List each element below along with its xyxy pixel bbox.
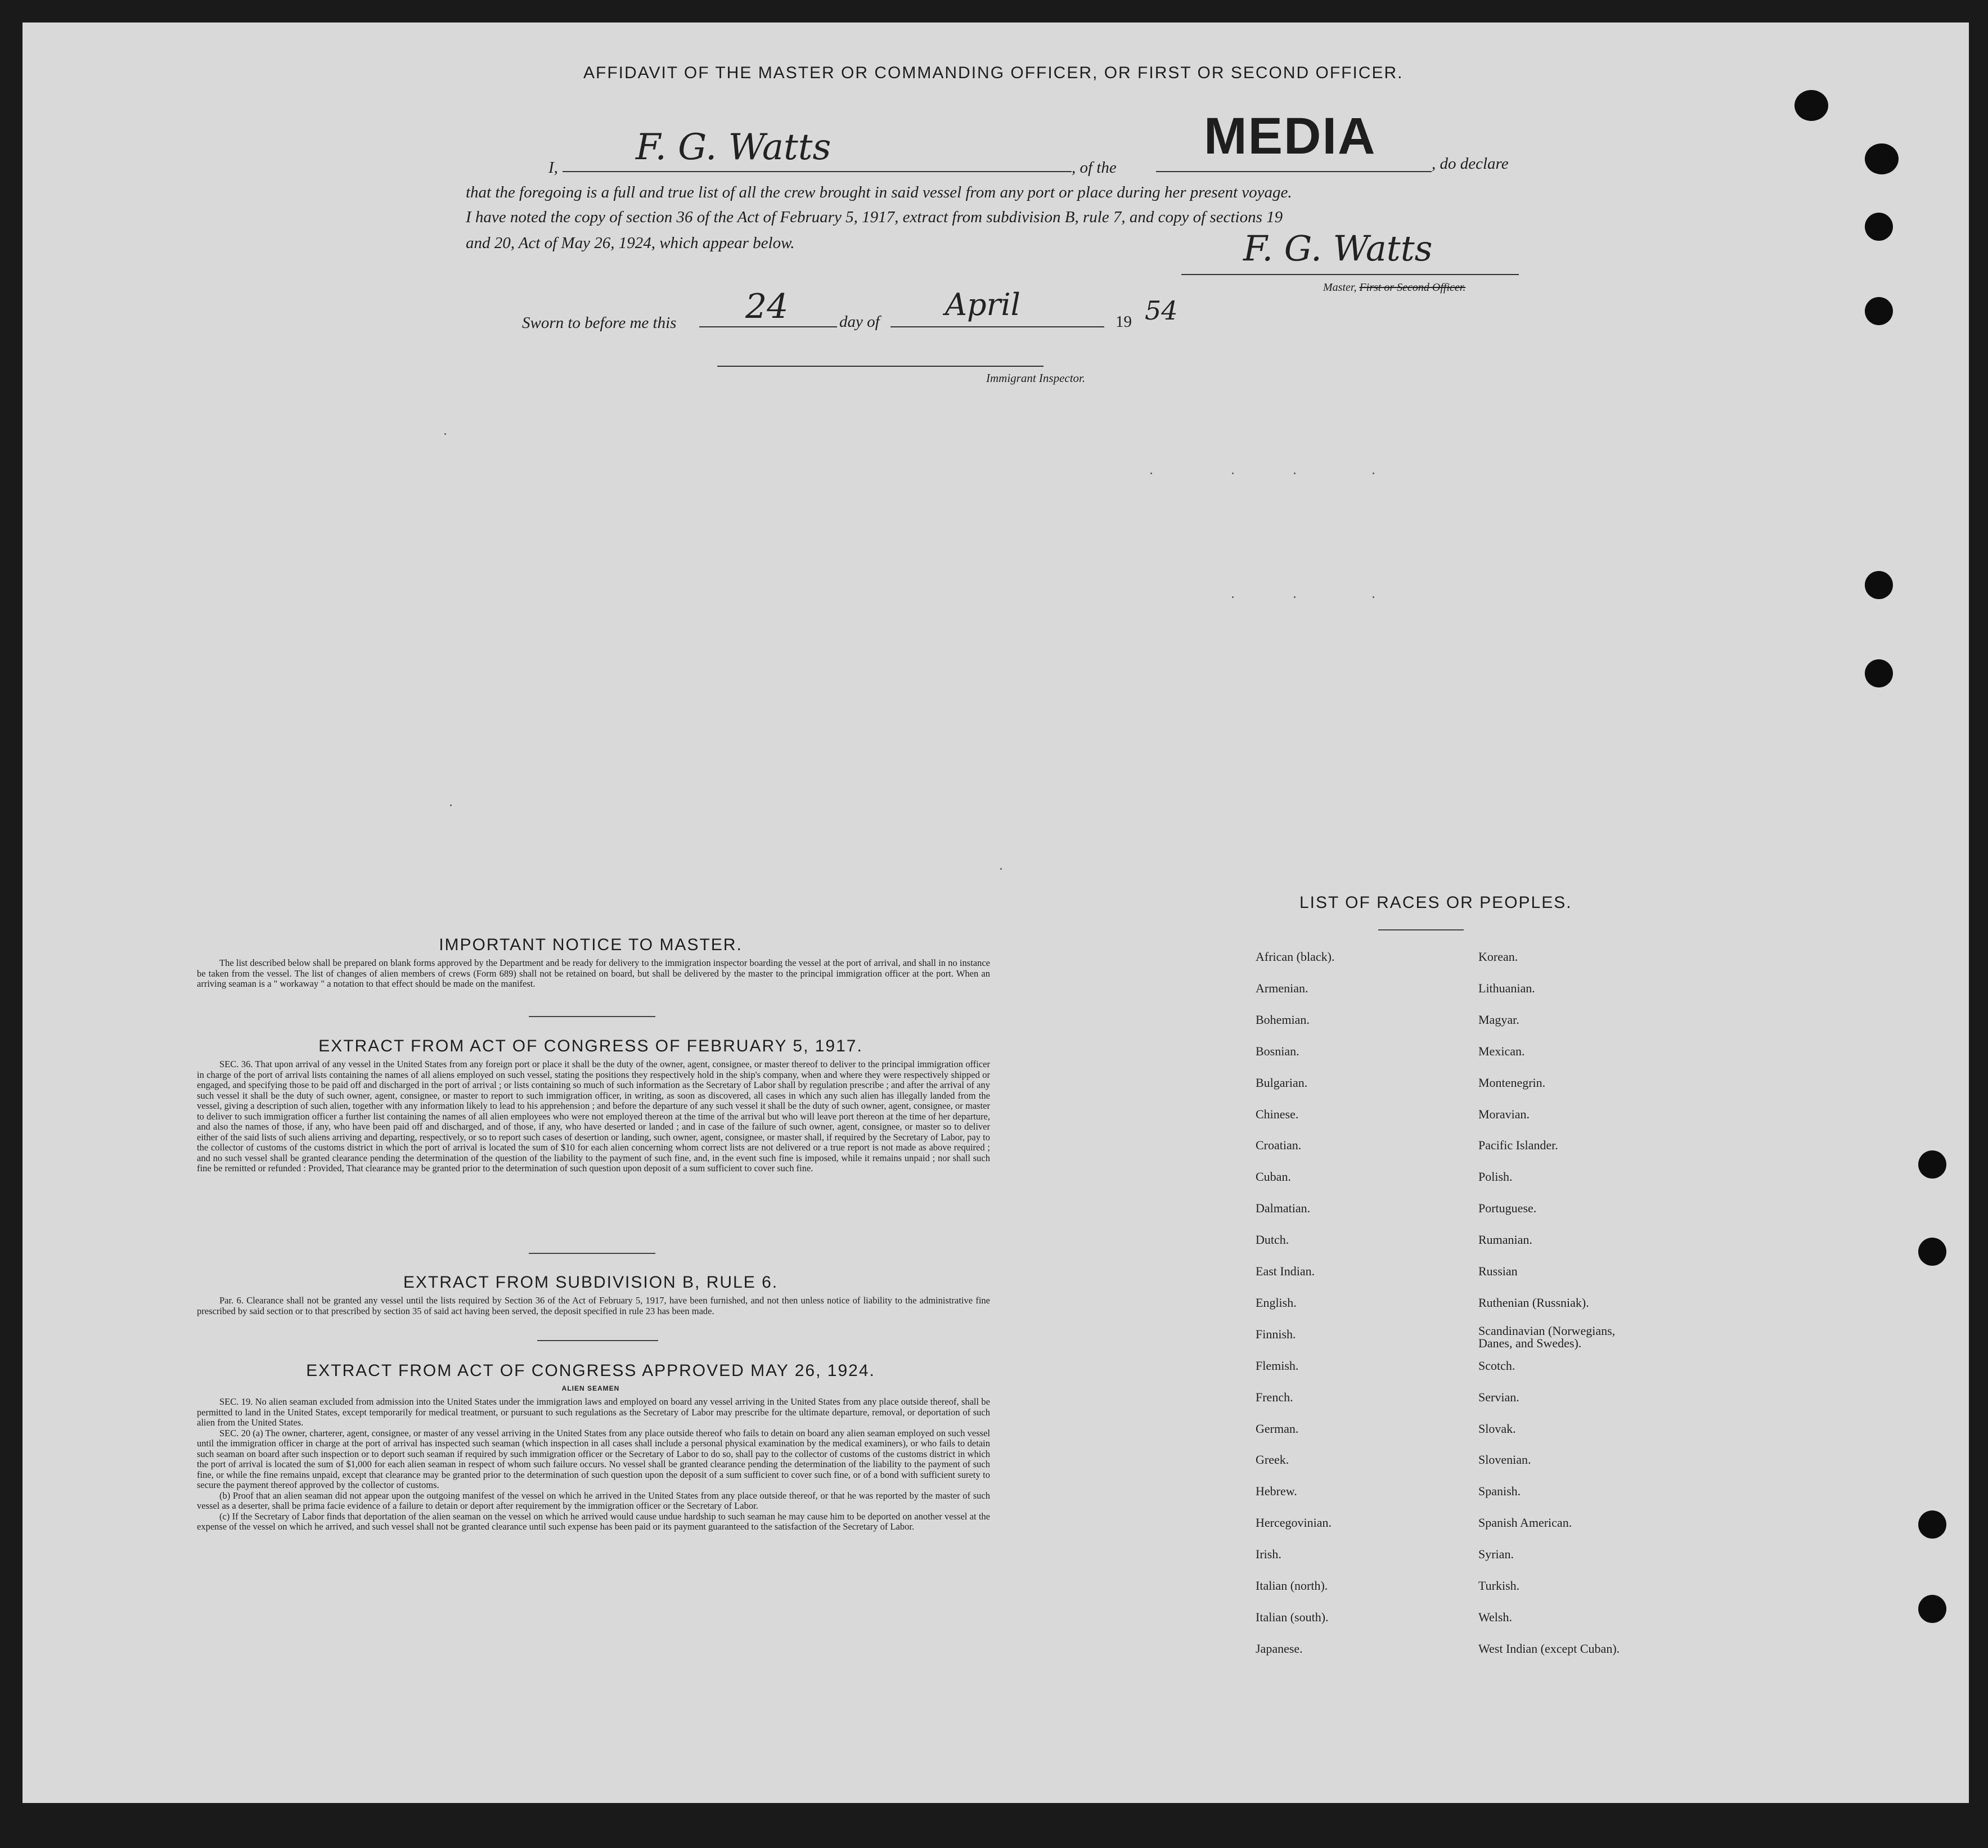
race-item: East Indian.: [1256, 1264, 1315, 1278]
race-item: Hebrew.: [1256, 1484, 1297, 1498]
bleed-dot: [1373, 596, 1374, 598]
affidavit-line-4: and 20, Act of May 26, 1924, which appear below.: [466, 234, 795, 252]
bleed-dot: [1232, 473, 1234, 474]
bleed-dot: [1000, 868, 1002, 870]
punch-hole: [1918, 1238, 1946, 1266]
race-item: Russian: [1478, 1264, 1518, 1278]
sworn-day-line: [699, 326, 837, 327]
race-item: Servian.: [1478, 1390, 1519, 1404]
separator: [1378, 929, 1464, 930]
race-item: West Indian (except Cuban).: [1478, 1642, 1620, 1656]
punch-hole: [1918, 1595, 1946, 1623]
punch-hole: [1918, 1150, 1946, 1179]
signature-caption-struck: First or Second Officer.: [1359, 281, 1466, 294]
race-item: Hercegovinian.: [1256, 1516, 1332, 1530]
vessel-name-stamp: MEDIA: [1204, 107, 1377, 165]
punch-hole: [1865, 659, 1893, 687]
bleed-dot: [1373, 473, 1374, 474]
race-item: Lithuanian.: [1478, 981, 1535, 995]
master-signature: F. G. Watts: [1243, 228, 1433, 269]
sec-20c: (c) If the Secretary of Labor finds that deportation of the alien seaman on the vessel on which he arrived would cause undue hardship to such seaman he may cause him to be deported on another vessel at the expense of the vessel on which he arrived, and such vessel shall not be granted clearance until such expense has been paid or its payment guaranteed to the satisfaction of the Secretary of Labor.: [197, 1510, 990, 1532]
sec-20a: SEC. 20 (a) The owner, charterer, agent, consignee, or master of any vessel arriving in the United States from any place outside thereof who fails to detain on board any alien seaman employed on such vessel until the immigration officer in charge at the port of arrival has inspected such seaman (which inspection in all cases shall include a personal physical examination by the medical examiners), or who fails to detain such seaman on board after such inspection or to deport such seaman if required by such immigration officer or the Secretary of Labor to do so, shall pay to the collector of customs of the customs district in which the port of arrival is located the sum of $1,000 for each alien seaman in respect of whom such failure occurs. No vessel shall be granted clearance pending the determination of the liability to the payment of such fine, or while the fine remains unpaid, except that clearance may be granted prior to the determination of such question upon the deposit of a sum sufficient to cover such fine, or of a bond with sufficient surety to secure the payment thereof approved by the collector of customs.: [197, 1427, 990, 1490]
extract-1924-text: [197, 1397, 990, 1532]
race-item: Bulgarian.: [1256, 1076, 1308, 1090]
race-item: Dutch.: [1256, 1233, 1289, 1247]
bleed-dot: [1150, 473, 1152, 474]
race-item: Portuguese.: [1478, 1201, 1537, 1215]
inspector-signature-line: [717, 366, 1044, 367]
extract-1924-subtitle: ALIEN SEAMEN: [561, 1384, 620, 1392]
race-item: Slovak.: [1478, 1422, 1516, 1436]
punch-hole: [1918, 1510, 1946, 1539]
extract-1917-text: [197, 1059, 990, 1174]
race-item: Italian (north).: [1256, 1579, 1328, 1593]
separator: [529, 1016, 655, 1017]
race-item: Chinese.: [1256, 1107, 1299, 1121]
race-item: Slovenian.: [1478, 1453, 1531, 1467]
race-item: French.: [1256, 1390, 1293, 1404]
punch-hole: [1865, 143, 1899, 174]
extract-1917-paragraph: SEC. 36. That upon arrival of any vessel in the United States from any foreign port or place it shall be the duty of the owner, agent, consignee, or master thereof to deliver to the principal immigration officer in charge of the port of arrival lists containing the names of all aliens employed on such vessel, stating the positions they respectively hold in the ship's company, when and where they were respectively shipped or engaged, and specifying those to be paid off and discharged in the port of arrival ; or lists containing so much of such information as the Secretary of Labor shall by regulation prescribe ; and after the arrival of any such vessel it shall be the duty of such owner, agent, consignee, or master to report to such immigration officer, in writing, as soon as discovered, all cases in which any such alien has illegally landed from the vessel, giving a description of such alien, together with any information likely to lead to his apprehension ; and before the departure of any such vessel it shall be the duty of such owner, agent, consignee, or master to deliver to such immigration officer a further list containing the names of all alien employees who were not employed thereon at the time of the arrival but who will leave port thereon at the time of her departure, and also the names of those, if any, who have been paid off and discharged, and of those, if any, who have deserted or landed ; and in case of the failure of such owner, agent, consignee, or master so to deliver either of the said lists of such aliens arriving and departing, respectively, or so to report such cases of desertion or landing, such owner, agent, consignee, or master shall, if required by the Secretary of Labor, pay to the collector of customs of the customs district in which the port of arrival is located the sum of $10 for each alien concerning whom correct lists are not delivered or a true report is not made as above required ; and no such vessel shall be granted clearance pending the determination of the question of the liability to the payment of such fine, and, in the event such fine is imposed, while it remains unpaid ; nor shall such fine be remitted or refunded : Provided, That clearance may be granted prior to the determination of such question upon deposit of a sum sufficient to cover such fine.: [197, 1059, 990, 1173]
race-item: Greek.: [1256, 1453, 1289, 1467]
punch-hole: [1865, 213, 1893, 241]
affidavit-do-declare-label: , do declare: [1432, 155, 1509, 173]
punch-hole: [1865, 571, 1893, 599]
race-item: Scotch.: [1478, 1359, 1515, 1373]
bleed-dot: [1232, 596, 1234, 598]
race-item: Pacific Islander.: [1478, 1138, 1558, 1152]
race-item: Italian (south).: [1256, 1610, 1329, 1624]
sworn-label: Sworn to before me this: [522, 314, 677, 332]
races-title: LIST OF RACES OR PEOPLES.: [1299, 893, 1572, 912]
inspector-caption: Immigrant Inspector.: [986, 371, 1086, 385]
race-item: Mexican.: [1478, 1044, 1525, 1058]
sworn-day-of-label: day of: [839, 313, 880, 331]
race-item: Dalmatian.: [1256, 1201, 1311, 1215]
separator: [537, 1340, 658, 1341]
sworn-year-prefix: 19: [1116, 313, 1132, 331]
race-item: Bosnian.: [1256, 1044, 1299, 1058]
bleed-dot: [450, 804, 452, 806]
race-item: Magyar.: [1478, 1013, 1519, 1027]
master-name-line: [563, 171, 1072, 172]
notice-paragraph: The list described below shall be prepared on blank forms approved by the Department and be ready for delivery to the immigration inspector boarding the vessel at the port of arrival, and shall in no instance be taken from the vessel. The list of changes of alien members of crews (Form 689) shall not be retained on board, but shall be delivered by the master to the principal immigration officer at the port. When an arriving seaman is a " workaway " a notation to that effect should be made on the manifest.: [197, 957, 990, 989]
race-item: Ruthenian (Russniak).: [1478, 1296, 1589, 1310]
race-item: Turkish.: [1478, 1579, 1520, 1593]
race-item: Croatian.: [1256, 1138, 1302, 1152]
punch-hole: [1794, 90, 1828, 121]
race-item: Spanish.: [1478, 1484, 1521, 1498]
signature-line: [1181, 274, 1519, 275]
sworn-month-line: [890, 326, 1104, 327]
master-name-handwritten: F. G. Watts: [636, 127, 831, 168]
race-item: Syrian.: [1478, 1547, 1514, 1561]
extract-rule6-text: [197, 1296, 990, 1316]
race-item: Rumanian.: [1478, 1233, 1532, 1247]
sec-19: SEC. 19. No alien seaman excluded from admission into the United States under the immigration laws and employed on board any vessel arriving in the United States from any place outside thereof, shall be permitted to land in the United States, except temporarily for medical treatment, or pursuant to such regulations as the Secretary of Labor may prescribe for the ultimate departure, removal, or deportation of such alien from the United States.: [197, 1396, 990, 1428]
race-item: Flemish.: [1256, 1359, 1299, 1373]
extract-rule6-paragraph: Par. 6. Clearance shall not be granted any vessel until the lists required by Section 36 of the Act of February 5, 1917, have been furnished, and not then unless notice of liability to the administrative fine prescribed by said section or to that prescribed by section 35 of said act having been served, the deposit specified in rule 23 has been made.: [197, 1295, 990, 1316]
vessel-name-line: [1156, 171, 1432, 172]
race-item: Montenegrin.: [1478, 1076, 1546, 1090]
notice-text: [197, 958, 990, 990]
race-item: African (black).: [1256, 950, 1335, 964]
separator: [529, 1253, 655, 1254]
race-item: Finnish.: [1256, 1327, 1296, 1341]
affidavit-line-3: I have noted the copy of section 36 of the Act of February 5, 1917, extract from subdivision B, rule 7, and copy of sections 19: [466, 208, 1283, 226]
extract-1917-title: EXTRACT FROM ACT OF CONGRESS OF FEBRUARY 5, 1917.: [318, 1037, 863, 1055]
race-item: Welsh.: [1478, 1610, 1512, 1624]
race-item: Bohemian.: [1256, 1013, 1310, 1027]
sworn-year-handwritten: 54: [1145, 295, 1178, 326]
punch-hole: [1865, 297, 1893, 325]
affidavit-of-the-label: , of the: [1072, 159, 1117, 177]
extract-1924-title: EXTRACT FROM ACT OF CONGRESS APPROVED MAY 26, 1924.: [306, 1361, 875, 1380]
race-item: Armenian.: [1256, 981, 1308, 995]
race-item: Polish.: [1478, 1170, 1513, 1184]
notice-title: IMPORTANT NOTICE TO MASTER.: [439, 936, 743, 954]
signature-caption: [1323, 281, 1465, 294]
sworn-day-handwritten: 24: [745, 287, 789, 326]
race-item: German.: [1256, 1422, 1299, 1436]
affidavit-i-label: I,: [548, 159, 558, 177]
race-item: Korean.: [1478, 950, 1518, 964]
race-item: English.: [1256, 1296, 1297, 1310]
race-item: Moravian.: [1478, 1107, 1530, 1121]
affidavit-title: AFFIDAVIT OF THE MASTER OR COMMANDING OFFICER, OR FIRST OR SECOND OFFICER.: [583, 64, 1404, 82]
race-item: Japanese.: [1256, 1642, 1303, 1656]
bleed-dot: [444, 433, 446, 435]
sworn-month-handwritten: April: [945, 287, 1020, 322]
signature-caption-master: Master,: [1323, 281, 1357, 294]
race-item: Cuban.: [1256, 1170, 1291, 1184]
race-item: Scandinavian (Norwegians, Danes, and Swedes).: [1478, 1324, 1616, 1350]
sec-20b: (b) Proof that an alien seaman did not appear upon the outgoing manifest of the vessel on which he arrived in the United States from any place outside thereof, or that he was reported by the master of such vessel as a deserter, shall be prima facie evidence of a failure to detain or deport after requirement by the immigration officer or the Secretary of Labor.: [197, 1490, 990, 1511]
bleed-dot: [1294, 473, 1296, 474]
bleed-dot: [1294, 596, 1296, 598]
race-item: Spanish American.: [1478, 1516, 1572, 1530]
race-item: Irish.: [1256, 1547, 1281, 1561]
extract-rule6-title: EXTRACT FROM SUBDIVISION B, RULE 6.: [403, 1273, 779, 1292]
affidavit-line-2: that the foregoing is a full and true list of all the crew brought in said vessel from any port or place during her present voyage.: [466, 183, 1292, 201]
